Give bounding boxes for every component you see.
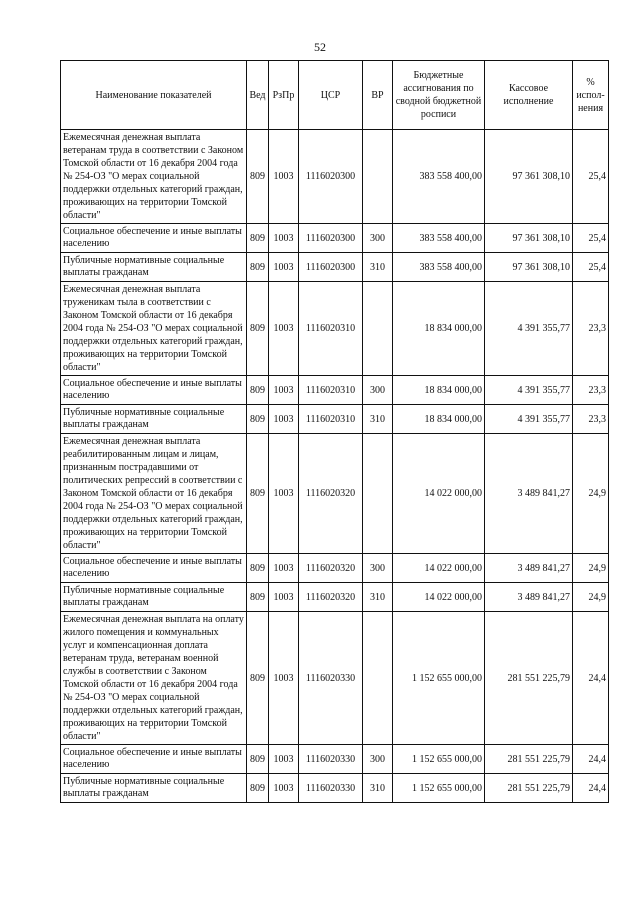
cell-budget: 1 152 655 000,00 (393, 612, 485, 745)
cell-cash: 97 361 308,10 (485, 130, 573, 224)
cell-name: Публичные нормативные социальные выплаты гражданам (61, 774, 247, 803)
cell-vr (363, 612, 393, 745)
cell-vr: 300 (363, 376, 393, 405)
cell-rzpr: 1003 (269, 745, 299, 774)
cell-cash: 281 551 225,79 (485, 612, 573, 745)
header-cash: Кассовое исполнение (485, 61, 573, 130)
cell-budget: 18 834 000,00 (393, 376, 485, 405)
cell-vr (363, 434, 393, 554)
cell-cash: 4 391 355,77 (485, 376, 573, 405)
cell-percent: 24,4 (573, 745, 609, 774)
cell-percent: 24,9 (573, 583, 609, 612)
cell-name: Социальное обеспечение и иные выплаты населению (61, 224, 247, 253)
cell-percent: 23,3 (573, 282, 609, 376)
table-row (61, 130, 609, 224)
cell-cash: 97 361 308,10 (485, 224, 573, 253)
cell-cash: 97 361 308,10 (485, 253, 573, 282)
cell-ved: 809 (247, 554, 269, 583)
cell-name: Публичные нормативные социальные выплаты гражданам (61, 253, 247, 282)
cell-name: Публичные нормативные социальные выплаты гражданам (61, 583, 247, 612)
cell-rzpr: 1003 (269, 130, 299, 224)
cell-percent: 24,9 (573, 434, 609, 554)
cell-percent: 25,4 (573, 253, 609, 282)
cell-rzpr: 1003 (269, 554, 299, 583)
cell-name: Социальное обеспечение и иные выплаты населению (61, 376, 247, 405)
cell-csr: 1116020300 (299, 224, 363, 253)
cell-rzpr: 1003 (269, 282, 299, 376)
header-csr: ЦСР (299, 61, 363, 130)
cell-percent: 23,3 (573, 405, 609, 434)
cell-vr: 300 (363, 554, 393, 583)
cell-name: Ежемесячная денежная выплата ветеранам труда в соответствии с Законом Томской области от 16 декабря 2004 года № 254-ОЗ "О мерах социальной поддержки отдельных категорий граждан, проживающих на территории Томской области" (61, 130, 247, 224)
header-budget: Бюджетные ассигнования по сводной бюджетной росписи (393, 61, 485, 130)
cell-ved: 809 (247, 774, 269, 803)
table-row (61, 376, 609, 405)
cell-rzpr: 1003 (269, 376, 299, 405)
header-rzpr: РзПр (269, 61, 299, 130)
cell-ved: 809 (247, 253, 269, 282)
header-percent: % испол-нения (573, 61, 609, 130)
cell-ved: 809 (247, 434, 269, 554)
cell-percent: 24,9 (573, 554, 609, 583)
cell-ved: 809 (247, 612, 269, 745)
table-row (61, 405, 609, 434)
cell-percent: 24,4 (573, 612, 609, 745)
header-name: Наименование показателей (61, 61, 247, 130)
table-row (61, 554, 609, 583)
cell-name: Ежемесячная денежная выплата реабилитированным лицам и лицам, признанным пострадавшими от политических репрессий в соответствии с Законом Томской области от 16 декабря 2004 года № 254-ОЗ "О мерах социальной поддержки отдельных категорий граждан, проживающих на территории Томской области" (61, 434, 247, 554)
cell-budget: 1 152 655 000,00 (393, 774, 485, 803)
cell-csr: 1116020320 (299, 434, 363, 554)
cell-csr: 1116020330 (299, 612, 363, 745)
cell-csr: 1116020310 (299, 405, 363, 434)
cell-vr: 300 (363, 224, 393, 253)
cell-ved: 809 (247, 405, 269, 434)
page-number: 52 (314, 40, 326, 54)
cell-csr: 1116020320 (299, 554, 363, 583)
header-ved: Вед (247, 61, 269, 130)
cell-budget: 14 022 000,00 (393, 554, 485, 583)
cell-name: Социальное обеспечение и иные выплаты населению (61, 745, 247, 774)
budget-execution-table (60, 60, 609, 803)
table-row (61, 612, 609, 745)
cell-rzpr: 1003 (269, 405, 299, 434)
cell-budget: 14 022 000,00 (393, 434, 485, 554)
cell-ved: 809 (247, 745, 269, 774)
cell-cash: 3 489 841,27 (485, 554, 573, 583)
header-vr: ВР (363, 61, 393, 130)
table-row (61, 434, 609, 554)
cell-rzpr: 1003 (269, 612, 299, 745)
cell-vr: 300 (363, 745, 393, 774)
cell-csr: 1116020300 (299, 130, 363, 224)
cell-rzpr: 1003 (269, 224, 299, 253)
cell-budget: 18 834 000,00 (393, 405, 485, 434)
cell-csr: 1116020320 (299, 583, 363, 612)
cell-name: Публичные нормативные социальные выплаты гражданам (61, 405, 247, 434)
cell-cash: 281 551 225,79 (485, 774, 573, 803)
cell-csr: 1116020310 (299, 376, 363, 405)
cell-percent: 24,4 (573, 774, 609, 803)
cell-ved: 809 (247, 224, 269, 253)
cell-name: Ежемесячная денежная выплата на оплату жилого помещения и коммунальных услуг и компенсационная доплата ветеранам труда, ветеранам военной службы в соответствии с Законом Томской области от 16 декабря 2004 года № 254-ОЗ "О мерах социальной поддержки отдельных категорий граждан, проживающих на территории Томской области" (61, 612, 247, 745)
cell-rzpr: 1003 (269, 253, 299, 282)
cell-percent: 25,4 (573, 130, 609, 224)
cell-rzpr: 1003 (269, 434, 299, 554)
table-row (61, 745, 609, 774)
cell-vr: 310 (363, 405, 393, 434)
cell-budget: 14 022 000,00 (393, 583, 485, 612)
cell-budget: 383 558 400,00 (393, 253, 485, 282)
table-row (61, 583, 609, 612)
cell-csr: 1116020330 (299, 774, 363, 803)
cell-percent: 25,4 (573, 224, 609, 253)
cell-budget: 1 152 655 000,00 (393, 745, 485, 774)
cell-csr: 1116020310 (299, 282, 363, 376)
cell-budget: 383 558 400,00 (393, 224, 485, 253)
cell-csr: 1116020330 (299, 745, 363, 774)
cell-cash: 3 489 841,27 (485, 583, 573, 612)
table-row (61, 224, 609, 253)
cell-cash: 4 391 355,77 (485, 405, 573, 434)
cell-cash: 3 489 841,27 (485, 434, 573, 554)
cell-name: Ежемесячная денежная выплата труженикам тыла в соответствии с Законом Томской области от 16 декабря 2004 года № 254-ОЗ "О мерах социальной поддержки отдельных категорий граждан, проживающих на территории Томской области" (61, 282, 247, 376)
table-row (61, 282, 609, 376)
cell-budget: 18 834 000,00 (393, 282, 485, 376)
cell-csr: 1116020300 (299, 253, 363, 282)
cell-cash: 4 391 355,77 (485, 282, 573, 376)
cell-vr: 310 (363, 253, 393, 282)
cell-cash: 281 551 225,79 (485, 745, 573, 774)
cell-ved: 809 (247, 130, 269, 224)
cell-ved: 809 (247, 376, 269, 405)
cell-ved: 809 (247, 282, 269, 376)
cell-vr: 310 (363, 583, 393, 612)
table-header-row (61, 61, 609, 130)
cell-vr: 310 (363, 774, 393, 803)
table-row (61, 253, 609, 282)
cell-rzpr: 1003 (269, 583, 299, 612)
cell-vr (363, 130, 393, 224)
cell-ved: 809 (247, 583, 269, 612)
cell-vr (363, 282, 393, 376)
cell-budget: 383 558 400,00 (393, 130, 485, 224)
table-row (61, 774, 609, 803)
cell-rzpr: 1003 (269, 774, 299, 803)
cell-name: Социальное обеспечение и иные выплаты населению (61, 554, 247, 583)
cell-percent: 23,3 (573, 376, 609, 405)
